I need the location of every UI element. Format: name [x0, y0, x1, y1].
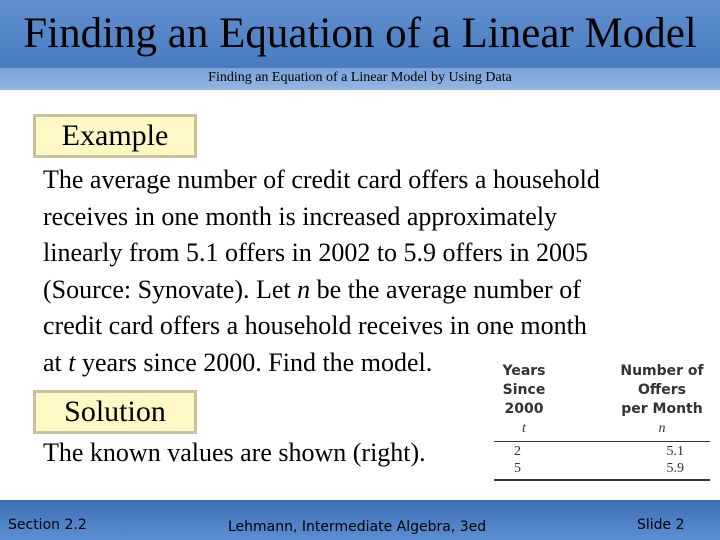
variable-n: n: [297, 274, 311, 304]
data-table: [492, 358, 714, 482]
slide-title: Finding an Equation of a Linear Model: [23, 10, 697, 57]
example-line: [43, 272, 703, 309]
example-line: [43, 199, 703, 236]
table-header-offers: [612, 362, 712, 438]
solution-text: The known values are shown (right).: [43, 438, 426, 467]
header-line: Offers: [638, 382, 686, 398]
text-segment: linearly from 5.1 offers in 2002 to 5.9 offers in 2005: [43, 238, 588, 267]
example-line: [43, 308, 703, 345]
example-paragraph: [43, 162, 703, 381]
text-segment: be the average number of: [310, 274, 581, 304]
example-label: Example: [33, 114, 197, 158]
table-cell-t: 2: [514, 444, 521, 459]
example-line: [43, 162, 703, 199]
table-bottom-rule: [494, 479, 710, 481]
text-segment: receives in one month is increased approximately: [43, 201, 558, 231]
table-cell-n: 5.9: [666, 461, 684, 476]
header-variable-n: n: [658, 421, 666, 436]
slide-subtitle: Finding an Equation of a Linear Model by Using Data: [208, 70, 512, 85]
text-segment: at: [43, 347, 69, 377]
header-line: Since: [502, 382, 546, 398]
variable-t: t: [68, 347, 76, 377]
text-segment: credit card offers a household receives in one month: [43, 311, 587, 340]
table-cell-n: 5.1: [666, 444, 684, 459]
footer-slide-number: Slide 2: [637, 517, 685, 533]
header-line: per Month: [621, 401, 703, 417]
example-line: [43, 235, 703, 272]
solution-label: Solution: [33, 390, 197, 434]
footer-section: Section 2.2: [8, 517, 87, 533]
header-line: Number of: [620, 363, 704, 379]
text-segment: The average number of credit card offers a household: [43, 165, 600, 194]
header-variable-t: t: [522, 421, 526, 436]
text-segment: years since 2000. Find the model.: [75, 347, 433, 377]
table-cell-t: 5: [514, 461, 521, 476]
header-line: 2000: [504, 401, 544, 417]
table-header-years: [494, 362, 554, 438]
table-divider: [494, 441, 710, 442]
header-line: Years: [502, 363, 546, 379]
footer-source: Lehmann, Intermediate Algebra, 3ed: [228, 519, 487, 535]
text-segment: (Source: Synovate). Let: [43, 274, 298, 304]
